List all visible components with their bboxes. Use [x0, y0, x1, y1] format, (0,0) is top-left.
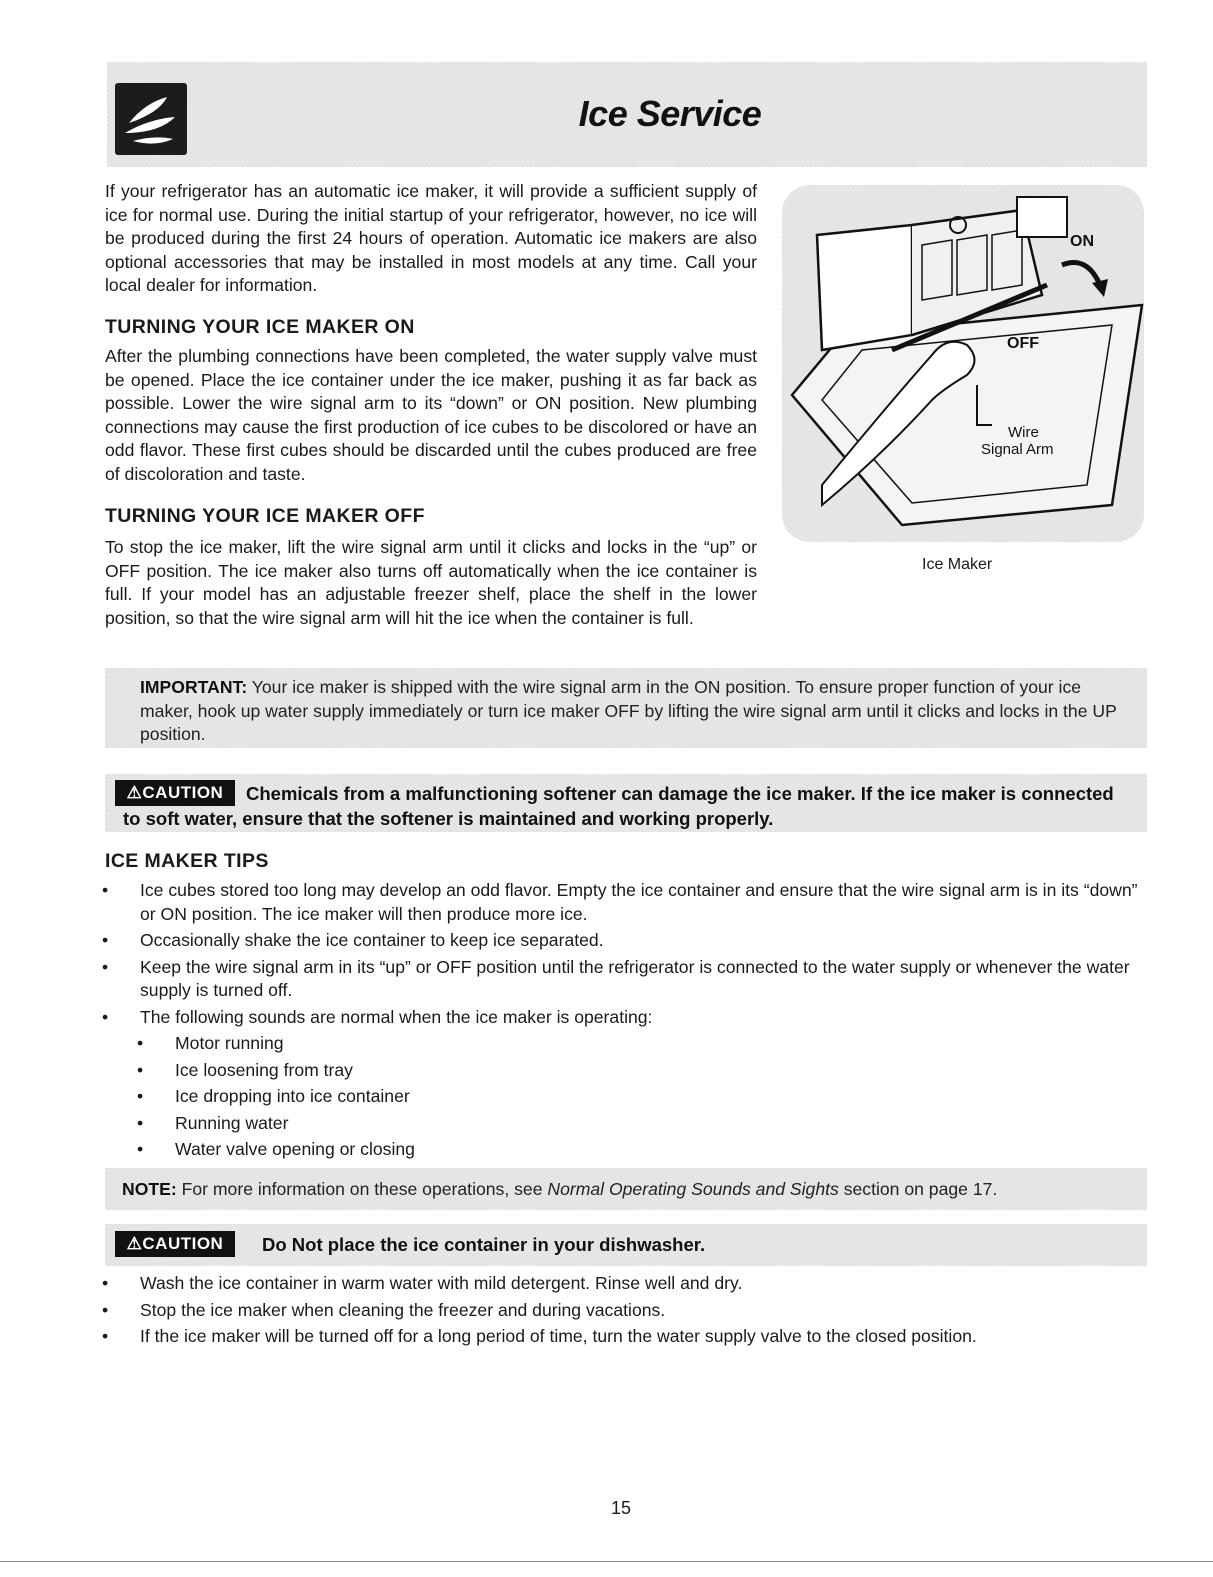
- heading-turning-on: TURNING YOUR ICE MAKER ON: [105, 316, 415, 338]
- note-text: [122, 1179, 997, 1200]
- caution-text-dishwasher: Do Not place the ice container in your dishwasher.: [262, 1234, 706, 1255]
- list-item: • Keep the wire signal arm in its “up” or OFF position until the refrigerator is connected to the water supply or whenever the water supply is turned off.: [140, 956, 1140, 1003]
- list-item: • Water valve opening or closing: [175, 1138, 415, 1162]
- list-item: • The following sounds are normal when the ice maker is operating:: [140, 1006, 1140, 1030]
- list-item: • Occasionally shake the ice container to keep ice separated.: [140, 929, 1140, 953]
- sounds-list: [175, 1032, 415, 1165]
- cleaning-list: [140, 1272, 1140, 1352]
- ice-maker-illustration: [782, 185, 1144, 542]
- label-signal-arm: Signal Arm: [981, 441, 1054, 458]
- note-text-after: section on page 17.: [838, 1179, 998, 1199]
- paragraph-turning-off: To stop the ice maker, lift the wire signal arm until it clicks and locks in the “up” or OFF position. The ice maker also turns off automatically when the ice container is full. If your model has an adjustable freezer shelf, place the shelf in the lower position, so that the wire signal arm will hit the ice when the container is full.: [105, 537, 757, 628]
- list-item: • Ice loosening from tray: [175, 1059, 415, 1083]
- page-divider: [0, 1561, 1213, 1562]
- important-notice: [140, 676, 1120, 747]
- note-text-before: For more information on these operations, see: [176, 1179, 548, 1199]
- label-wire: Wire: [1008, 424, 1039, 441]
- important-label: IMPORTANT:: [140, 677, 248, 697]
- list-item: • Wash the ice container in warm water with mild detergent. Rinse well and dry.: [140, 1272, 1140, 1296]
- caution-badge-label: CAUTION: [142, 1234, 224, 1253]
- page-number: 15: [610, 1498, 632, 1518]
- intro-paragraph: If your refrigerator has an automatic ice maker, it will provide a sufficient supply of ice for normal use. During the initial startup of your refrigerator, however, no ice will be produced during the first 24 hours of operation. Automatic ice makers are also optional accessories that may be installed in most models at any time. Call your local dealer for information.: [105, 181, 757, 295]
- caution-badge: [115, 1231, 235, 1257]
- list-item: • If the ice maker will be turned off for a long period of time, turn the water supply valve to the closed position.: [140, 1325, 1140, 1349]
- warning-triangle-icon: ⚠: [126, 783, 143, 802]
- caution-text-softener: Chemicals from a malfunctioning softener can damage the ice maker. If the ice maker is connected to soft water, ensure that the softener is maintained and working properly.: [123, 783, 1114, 829]
- page-title: Ice Service: [578, 93, 762, 134]
- heading-turning-off: TURNING YOUR ICE MAKER OFF: [105, 505, 425, 527]
- list-item: • Ice cubes stored too long may develop an odd flavor. Empty the ice container and ensure that the wire signal arm is in its “down” or ON position. The ice maker will then produce more ice.: [140, 879, 1140, 926]
- paragraph-turning-on: After the plumbing connections have been completed, the water supply valve must be opened. Place the ice container under the ice maker, pushing it as far back as possible. Lower the wire signal arm to its “down” or ON position. New plumbing connections may cause the first production of ice cubes to be discolored or have an odd flavor. These first cubes should be discarded until the cubes produced are free of discoloration and taste.: [105, 346, 757, 484]
- figure-caption: Ice Maker: [922, 556, 993, 573]
- note-label: NOTE:: [122, 1179, 177, 1199]
- important-body: Your ice maker is shipped with the wire signal arm in the ON position. To ensure proper function of your ice maker, hook up water supply immediately or turn ice maker OFF by lifting the wire signal arm until it clicks and locks in the UP position.: [140, 677, 1117, 744]
- heading-ice-maker-tips: ICE MAKER TIPS: [105, 850, 269, 872]
- label-off: OFF: [1007, 335, 1039, 352]
- list-item: • Motor running: [175, 1032, 415, 1056]
- list-item: • Running water: [175, 1112, 415, 1136]
- list-item: • Stop the ice maker when cleaning the freezer and during vacations.: [140, 1299, 1140, 1323]
- warning-triangle-icon: ⚠: [126, 1234, 143, 1253]
- list-item: • Ice dropping into ice container: [175, 1085, 415, 1109]
- tips-list: [140, 879, 1140, 1032]
- note-reference: Normal Operating Sounds and Sights: [547, 1179, 839, 1199]
- label-on: ON: [1070, 233, 1094, 250]
- caution-badge-label: CAUTION: [142, 783, 224, 802]
